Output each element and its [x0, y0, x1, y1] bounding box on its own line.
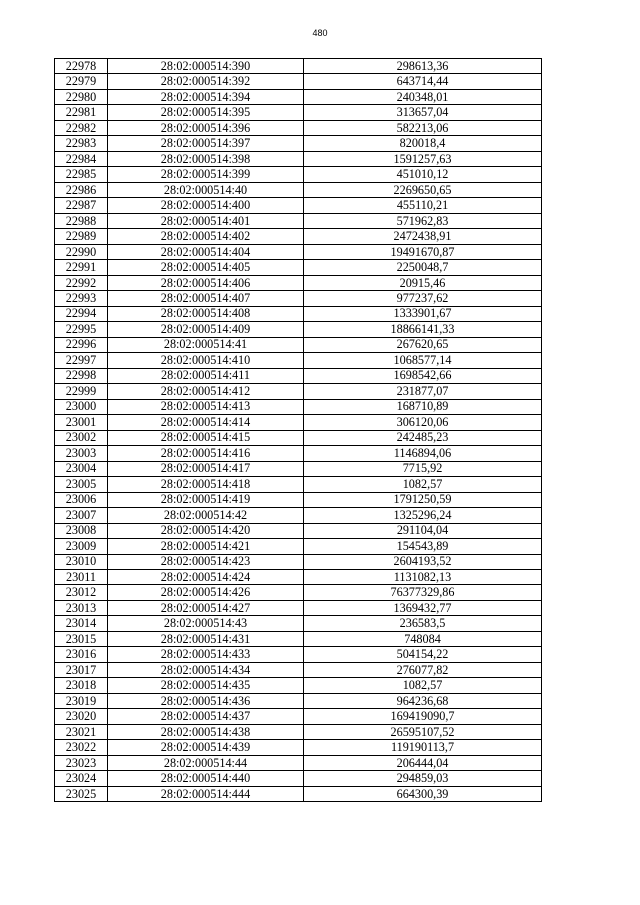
cadastral-value-cell: 7715,92: [304, 461, 542, 476]
cadastral-value-cell: 313657,04: [304, 105, 542, 120]
cadastral-number-cell: 28:02:000514:440: [108, 771, 304, 786]
table-row: [55, 724, 542, 739]
row-number-cell: 22991: [55, 260, 108, 275]
cadastral-number-cell: 28:02:000514:419: [108, 492, 304, 507]
table-row: [55, 89, 542, 104]
table-row: [55, 275, 542, 290]
cadastral-value-cell: 571962,83: [304, 213, 542, 228]
page-number: 480: [312, 28, 328, 38]
cadastral-number-cell: 28:02:000514:433: [108, 647, 304, 662]
row-number-cell: 23005: [55, 477, 108, 492]
cadastral-number-cell: 28:02:000514:395: [108, 105, 304, 120]
table-row: [55, 446, 542, 461]
row-number-cell: 23021: [55, 724, 108, 739]
cadastral-number-cell: 28:02:000514:431: [108, 631, 304, 646]
cadastral-number-cell: 28:02:000514:392: [108, 74, 304, 89]
table-row: [55, 461, 542, 476]
cadastral-value-cell: 76377329,86: [304, 585, 542, 600]
cadastral-value-cell: 1698542,66: [304, 368, 542, 383]
row-number-cell: 22980: [55, 89, 108, 104]
cadastral-number-cell: 28:02:000514:434: [108, 662, 304, 677]
cadastral-value-cell: 119190113,7: [304, 740, 542, 755]
cadastral-number-cell: 28:02:000514:437: [108, 709, 304, 724]
table-row: [55, 306, 542, 321]
row-number-cell: 23003: [55, 446, 108, 461]
row-number-cell: 22994: [55, 306, 108, 321]
row-number-cell: 22985: [55, 167, 108, 182]
table-row: [55, 647, 542, 662]
row-number-cell: 22998: [55, 368, 108, 383]
table-row: [55, 120, 542, 135]
row-number-cell: 22997: [55, 353, 108, 368]
row-number-cell: 22987: [55, 198, 108, 213]
row-number-cell: 23008: [55, 523, 108, 538]
cadastral-value-cell: 1082,57: [304, 678, 542, 693]
row-number-cell: 22981: [55, 105, 108, 120]
cadastral-value-cell: 2269650,65: [304, 182, 542, 197]
cadastral-value-cell: 1131082,13: [304, 569, 542, 584]
cadastral-value-cell: 964236,68: [304, 693, 542, 708]
cadastral-value-cell: 1591257,63: [304, 151, 542, 166]
cadastral-value-cell: 1369432,77: [304, 600, 542, 615]
table-row: [55, 368, 542, 383]
cadastral-number-cell: 28:02:000514:396: [108, 120, 304, 135]
row-number-cell: 22983: [55, 136, 108, 151]
row-number-cell: 22992: [55, 275, 108, 290]
cadastral-number-cell: 28:02:000514:436: [108, 693, 304, 708]
row-number-cell: 23009: [55, 539, 108, 554]
table-row: [55, 508, 542, 523]
cadastral-value-cell: 276077,82: [304, 662, 542, 677]
row-number-cell: 22988: [55, 213, 108, 228]
cadastral-number-cell: 28:02:000514:43: [108, 616, 304, 631]
cadastral-number-cell: 28:02:000514:397: [108, 136, 304, 151]
cadastral-value-cell: 1333901,67: [304, 306, 542, 321]
cadastral-value-cell: 20915,46: [304, 275, 542, 290]
row-number-cell: 23017: [55, 662, 108, 677]
cadastral-number-cell: 28:02:000514:412: [108, 384, 304, 399]
cadastral-number-cell: 28:02:000514:404: [108, 244, 304, 259]
table-row: [55, 569, 542, 584]
row-number-cell: 22982: [55, 120, 108, 135]
row-number-cell: 23002: [55, 430, 108, 445]
cadastral-number-cell: 28:02:000514:407: [108, 291, 304, 306]
table-row: [55, 600, 542, 615]
table-row: [55, 709, 542, 724]
cadastral-value-cell: 820018,4: [304, 136, 542, 151]
row-number-cell: 22995: [55, 322, 108, 337]
cadastral-number-cell: 28:02:000514:409: [108, 322, 304, 337]
row-number-cell: 23018: [55, 678, 108, 693]
cadastral-value-cell: 1325296,24: [304, 508, 542, 523]
row-number-cell: 23016: [55, 647, 108, 662]
cadastral-number-cell: 28:02:000514:399: [108, 167, 304, 182]
cadastral-value-cell: 26595107,52: [304, 724, 542, 739]
table-row: [55, 151, 542, 166]
cadastral-value-cell: 306120,06: [304, 415, 542, 430]
cadastral-number-cell: 28:02:000514:426: [108, 585, 304, 600]
cadastral-value-cell: 455110,21: [304, 198, 542, 213]
table-row: [55, 198, 542, 213]
row-number-cell: 23023: [55, 755, 108, 770]
cadastral-value-cell: 242485,23: [304, 430, 542, 445]
row-number-cell: 22993: [55, 291, 108, 306]
table-row: [55, 337, 542, 352]
table-row: [55, 399, 542, 414]
row-number-cell: 22989: [55, 229, 108, 244]
cadastral-number-cell: 28:02:000514:423: [108, 554, 304, 569]
cadastral-number-cell: 28:02:000514:398: [108, 151, 304, 166]
table-row: [55, 291, 542, 306]
table-row: [55, 213, 542, 228]
table-row: [55, 59, 542, 74]
cadastral-value-cell: 748084: [304, 631, 542, 646]
row-number-cell: 23004: [55, 461, 108, 476]
row-number-cell: 23013: [55, 600, 108, 615]
cadastral-value-cell: 267620,65: [304, 337, 542, 352]
cadastral-number-cell: 28:02:000514:435: [108, 678, 304, 693]
cadastral-number-cell: 28:02:000514:427: [108, 600, 304, 615]
cadastral-number-cell: 28:02:000514:40: [108, 182, 304, 197]
cadastral-value-cell: 451010,12: [304, 167, 542, 182]
table-row: [55, 786, 542, 801]
cadastral-value-cell: 206444,04: [304, 755, 542, 770]
row-number-cell: 23006: [55, 492, 108, 507]
cadastral-number-cell: 28:02:000514:418: [108, 477, 304, 492]
cadastral-number-cell: 28:02:000514:421: [108, 539, 304, 554]
table-row: [55, 492, 542, 507]
cadastral-value-cell: 1082,57: [304, 477, 542, 492]
cadastral-value-cell: 977237,62: [304, 291, 542, 306]
table-body: [55, 59, 542, 802]
cadastral-number-cell: 28:02:000514:406: [108, 275, 304, 290]
cadastral-number-cell: 28:02:000514:417: [108, 461, 304, 476]
cadastral-number-cell: 28:02:000514:44: [108, 755, 304, 770]
cadastral-number-cell: 28:02:000514:413: [108, 399, 304, 414]
cadastral-number-cell: 28:02:000514:424: [108, 569, 304, 584]
cadastral-value-cell: 236583,5: [304, 616, 542, 631]
table-row: [55, 384, 542, 399]
cadastral-number-cell: 28:02:000514:415: [108, 430, 304, 445]
table-row: [55, 260, 542, 275]
table-row: [55, 554, 542, 569]
table-row: [55, 477, 542, 492]
table-row: [55, 678, 542, 693]
row-number-cell: 23012: [55, 585, 108, 600]
row-number-cell: 23001: [55, 415, 108, 430]
row-number-cell: 22986: [55, 182, 108, 197]
cadastral-value-cell: 154543,89: [304, 539, 542, 554]
cadastral-value-cell: 643714,44: [304, 74, 542, 89]
table-row: [55, 136, 542, 151]
table-row: [55, 771, 542, 786]
cadastral-value-cell: 298613,36: [304, 59, 542, 74]
cadastral-number-cell: 28:02:000514:444: [108, 786, 304, 801]
cadastral-value-cell: 2604193,52: [304, 554, 542, 569]
cadastral-value-cell: 240348,01: [304, 89, 542, 104]
cadastral-number-cell: 28:02:000514:410: [108, 353, 304, 368]
row-number-cell: 23010: [55, 554, 108, 569]
row-number-cell: 22984: [55, 151, 108, 166]
cadastral-value-cell: 1791250,59: [304, 492, 542, 507]
table-row: [55, 353, 542, 368]
cadastral-value-cell: 168710,89: [304, 399, 542, 414]
cadastral-number-cell: 28:02:000514:439: [108, 740, 304, 755]
cadastral-number-cell: 28:02:000514:42: [108, 508, 304, 523]
table-row: [55, 631, 542, 646]
table-row: [55, 539, 542, 554]
table-row: [55, 430, 542, 445]
cadastral-value-cell: 664300,39: [304, 786, 542, 801]
table-row: [55, 244, 542, 259]
cadastral-number-cell: 28:02:000514:41: [108, 337, 304, 352]
cadastral-number-cell: 28:02:000514:411: [108, 368, 304, 383]
cadastral-value-cell: 18866141,33: [304, 322, 542, 337]
table-row: [55, 105, 542, 120]
table-row: [55, 523, 542, 538]
cadastral-number-cell: 28:02:000514:402: [108, 229, 304, 244]
cadastral-value-cell: 231877,07: [304, 384, 542, 399]
table-row: [55, 740, 542, 755]
table-row: [55, 693, 542, 708]
row-number-cell: 23014: [55, 616, 108, 631]
cadastral-value-cell: 1068577,14: [304, 353, 542, 368]
cadastral-number-cell: 28:02:000514:401: [108, 213, 304, 228]
cadastral-value-table: [54, 58, 542, 802]
row-number-cell: 23025: [55, 786, 108, 801]
row-number-cell: 23015: [55, 631, 108, 646]
cadastral-number-cell: 28:02:000514:438: [108, 724, 304, 739]
table-row: [55, 182, 542, 197]
row-number-cell: 22996: [55, 337, 108, 352]
cadastral-value-cell: 169419090,7: [304, 709, 542, 724]
cadastral-number-cell: 28:02:000514:420: [108, 523, 304, 538]
table-row: [55, 167, 542, 182]
row-number-cell: 23020: [55, 709, 108, 724]
table-row: [55, 74, 542, 89]
row-number-cell: 22999: [55, 384, 108, 399]
row-number-cell: 23024: [55, 771, 108, 786]
table-row: [55, 229, 542, 244]
row-number-cell: 23019: [55, 693, 108, 708]
cadastral-value-cell: 2472438,91: [304, 229, 542, 244]
cadastral-number-cell: 28:02:000514:416: [108, 446, 304, 461]
row-number-cell: 23011: [55, 569, 108, 584]
cadastral-number-cell: 28:02:000514:390: [108, 59, 304, 74]
row-number-cell: 23022: [55, 740, 108, 755]
table-row: [55, 585, 542, 600]
cadastral-value-cell: 19491670,87: [304, 244, 542, 259]
table-row: [55, 662, 542, 677]
row-number-cell: 22979: [55, 74, 108, 89]
table-row: [55, 322, 542, 337]
table-row: [55, 755, 542, 770]
cadastral-value-cell: 2250048,7: [304, 260, 542, 275]
row-number-cell: 23000: [55, 399, 108, 414]
cadastral-value-cell: 582213,06: [304, 120, 542, 135]
cadastral-value-cell: 1146894,06: [304, 446, 542, 461]
cadastral-value-cell: 294859,03: [304, 771, 542, 786]
row-number-cell: 23007: [55, 508, 108, 523]
row-number-cell: 22978: [55, 59, 108, 74]
cadastral-number-cell: 28:02:000514:400: [108, 198, 304, 213]
cadastral-number-cell: 28:02:000514:394: [108, 89, 304, 104]
cadastral-value-cell: 291104,04: [304, 523, 542, 538]
table-row: [55, 616, 542, 631]
cadastral-number-cell: 28:02:000514:414: [108, 415, 304, 430]
cadastral-number-cell: 28:02:000514:405: [108, 260, 304, 275]
table-row: [55, 415, 542, 430]
cadastral-number-cell: 28:02:000514:408: [108, 306, 304, 321]
row-number-cell: 22990: [55, 244, 108, 259]
cadastral-value-cell: 504154,22: [304, 647, 542, 662]
